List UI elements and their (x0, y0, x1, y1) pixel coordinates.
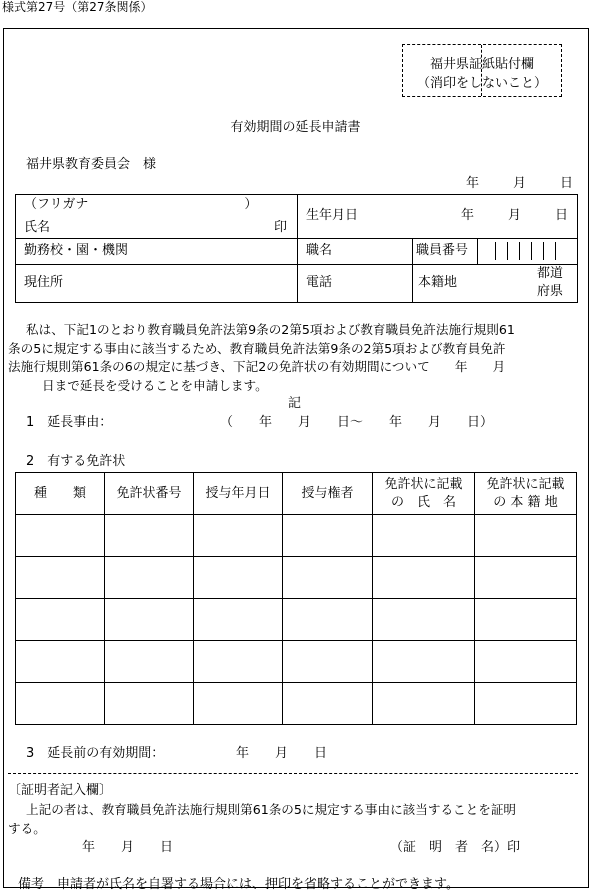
birth-day-unit: 日 (555, 208, 569, 223)
staff-number-digit-boxes (484, 242, 556, 260)
header-domicile-line1: 免許状に記載 (486, 476, 565, 492)
header-license-number: 免許状番号 (105, 473, 194, 515)
domicile-cell[interactable] (413, 265, 578, 303)
license-cell[interactable] (16, 557, 105, 599)
header-domicile-line2: の 本 籍 地 (493, 494, 558, 510)
job-title-label: 職名 (306, 243, 333, 258)
footnote: 備考 申請者が氏名を自署する場合には、押印を省略することができます。 (18, 877, 459, 892)
license-cell[interactable] (283, 515, 373, 557)
header-name-line2: の 氏 名 (390, 494, 456, 510)
seal-mark: 印 (274, 220, 288, 235)
license-cell[interactable] (475, 641, 577, 683)
staff-number-field[interactable] (478, 239, 578, 265)
license-cell[interactable] (475, 599, 577, 641)
header-name-line1: 免許状に記載 (384, 476, 463, 492)
extension-reason-label: 1 延長事由： (26, 415, 113, 430)
phone-label: 電話 (306, 275, 333, 290)
address-label: 現住所 (24, 275, 64, 290)
domicile-label: 本籍地 (418, 275, 458, 290)
job-title-cell[interactable] (298, 239, 413, 265)
license-cell[interactable] (373, 599, 475, 641)
license-cell[interactable] (475, 515, 577, 557)
extension-reason-period: （ 年 月 日～ 年 月 日） (220, 415, 494, 430)
table-row (16, 557, 577, 599)
header-grant-date: 授与年月日 (194, 473, 283, 515)
prefecture-suffix-top: 都道 (537, 266, 564, 281)
license-cell[interactable] (16, 641, 105, 683)
table-row (16, 641, 577, 683)
applicant-table (15, 194, 578, 303)
license-cell[interactable] (475, 557, 577, 599)
license-cell[interactable] (105, 599, 194, 641)
license-cell[interactable] (16, 683, 105, 725)
license-cell[interactable] (105, 557, 194, 599)
staff-number-label-cell (413, 239, 478, 265)
license-cell[interactable] (16, 599, 105, 641)
addressee: 福井県教育委員会 様 (26, 157, 157, 172)
staff-number-label: 職員番号 (416, 243, 469, 258)
date-day-unit: 日 (560, 176, 574, 191)
workplace-cell[interactable] (16, 239, 298, 265)
license-cell[interactable] (373, 515, 475, 557)
license-cell[interactable] (194, 557, 283, 599)
form-number: 様式第27号（第27条関係） (2, 0, 153, 14)
license-cell[interactable] (373, 683, 475, 725)
header-name-on-license (373, 473, 475, 515)
license-cell[interactable] (283, 599, 373, 641)
date-year-unit: 年 (466, 176, 480, 191)
birth-year-unit: 年 (461, 208, 475, 223)
license-cell[interactable] (283, 557, 373, 599)
date-month-unit: 月 (513, 176, 527, 191)
header-domicile-on-license (475, 473, 577, 515)
birthdate-units (461, 208, 568, 224)
name-cell[interactable] (16, 195, 298, 239)
license-cell[interactable] (475, 683, 577, 725)
prefecture-suffix-bottom: 府県 (537, 284, 564, 299)
name-label: 氏名 (24, 220, 51, 235)
ki-heading: 記 (288, 396, 302, 411)
header-grantor: 授与権者 (283, 473, 373, 515)
license-cell[interactable] (373, 641, 475, 683)
page-title: 有効期間の延長申請書 (230, 120, 361, 135)
birthdate-label: 生年月日 (306, 208, 359, 223)
license-cell[interactable] (105, 683, 194, 725)
license-cell[interactable] (16, 515, 105, 557)
certifier-text-line1: 上記の者は、教育職員免許法施行規則第61条の5に規定する事由に該当することを証明 (26, 802, 517, 817)
certifier-text-line2: する。 (8, 821, 46, 836)
license-cell[interactable] (105, 515, 194, 557)
certifier-separator (8, 773, 578, 774)
phone-cell[interactable] (298, 265, 413, 303)
table-row (16, 683, 577, 725)
header-license-type: 種 類 (16, 473, 105, 515)
body-paragraph-line2: 条の5に規定する事由に該当するため、教育職員免許法第9条の2第5項および教育員免許 (8, 341, 506, 356)
licenses-table (15, 472, 577, 725)
table-row (16, 515, 577, 557)
stamp-box-note: （消印をしないこと） (416, 76, 547, 91)
revenue-stamp-box (402, 44, 562, 97)
license-cell[interactable] (194, 683, 283, 725)
certifier-signature: （証 明 者 名）印 (390, 840, 521, 855)
body-paragraph-line1: 私は、下記1のとおり教育職員免許法第9条の2第5項および教育職員免許法施行規則61 (26, 322, 515, 337)
licenses-section-label: 2 有する免許状 (26, 454, 126, 469)
certifier-heading: 〔証明者記入欄〕 (8, 783, 113, 798)
certifier-date: 年 月 日 (82, 840, 174, 855)
license-cell[interactable] (194, 515, 283, 557)
body-paragraph-line3: 法施行規則第61条の6の規定に基づき、下記2の免許状の有効期間について 年 月 (8, 359, 506, 374)
application-date (466, 176, 573, 192)
furigana-label: （フリガナ ） (24, 197, 258, 212)
license-cell[interactable] (194, 599, 283, 641)
address-cell[interactable] (16, 265, 298, 303)
workplace-label: 勤務校・園・機関 (24, 243, 129, 258)
stamp-box-label: 福井県証紙貼付欄 (429, 57, 534, 72)
birthdate-cell[interactable] (298, 195, 578, 239)
table-row (16, 599, 577, 641)
birth-month-unit: 月 (508, 208, 522, 223)
license-cell[interactable] (283, 683, 373, 725)
license-cell[interactable] (194, 641, 283, 683)
license-cell[interactable] (373, 557, 475, 599)
license-cell[interactable] (105, 641, 194, 683)
body-paragraph-line4: 日まで延長を受けることを申請します。 (42, 378, 268, 393)
prior-validity-date: 年 月 日 (236, 746, 328, 761)
license-cell[interactable] (283, 641, 373, 683)
prior-validity-label: 3 延長前の有効期間： (26, 746, 165, 761)
